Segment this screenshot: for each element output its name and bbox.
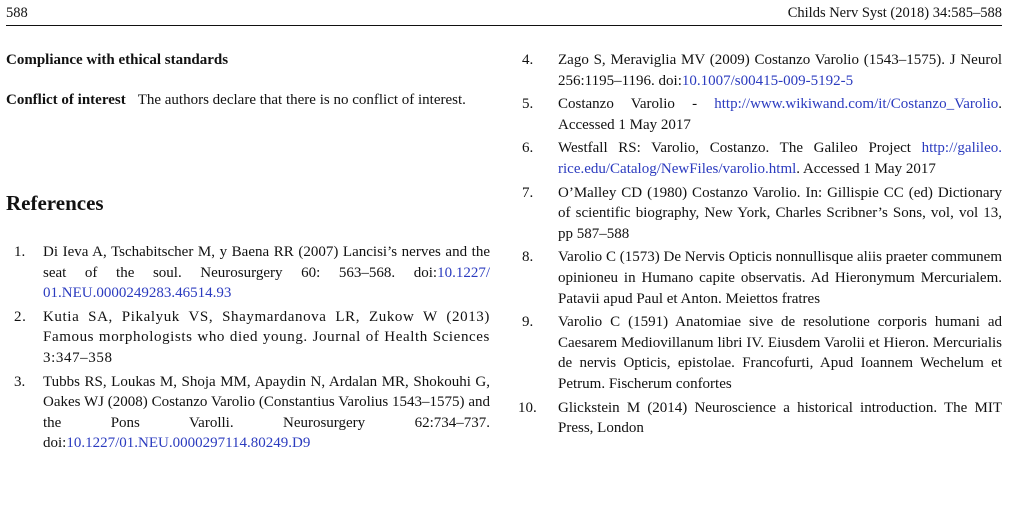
conflict-text: The authors declare that there is no conflict of interest. <box>137 92 466 108</box>
reference-list-right <box>518 50 1002 442</box>
references-heading: References <box>6 191 104 215</box>
conflict-label: Conflict of interest <box>6 92 126 108</box>
reference-number: 2. <box>14 308 27 325</box>
reference-item <box>6 307 490 369</box>
reference-text: Varolio C (1573) De Nervis Opticis nonnullisque aliis praeter communem opinioneu in Humano capite observatis. Ad Hieronymum Mercurialem. Patavii apud Paul et Anton. Meiettos fratres <box>558 249 1002 307</box>
reference-item <box>518 50 1002 91</box>
reference-text: Varolio C (1591) Anatomiae sive de resolutione corporis humani ad Caesarem Mediovillanum libri IV. Eiusdem Varolii et Hieron. Mercurialis de nervis Opticis, epistolae. Francofurti, Apud Ioannem Wechelum et Petrum. Fischerum confortes <box>558 314 1002 392</box>
reference-url-link[interactable]: http://www.wikiwand.com/it/Costanzo_Varolio <box>714 96 999 113</box>
reference-item <box>518 247 1002 309</box>
reference-text: Glickstein M (2014) Neuroscience a historical introduction. The MIT Press, London <box>558 399 1002 437</box>
reference-list-left <box>6 242 490 457</box>
journal-citation: Childs Nerv Syst (2018) 34:585–588 <box>787 5 1002 21</box>
reference-item <box>6 372 490 454</box>
reference-accessed: . Accessed 1 May 2017 <box>558 96 1002 133</box>
reference-number: 8. <box>522 249 534 266</box>
reference-text: Kutia SA, Pikalyuk VS, Shaymardanova LR, Zukow W (2013) Famous morphologists who died young. Journal of Health Sciences 3:347–358 <box>43 308 490 366</box>
left-column <box>6 50 490 452</box>
reference-number: 5. <box>522 96 534 113</box>
reference-text: Costanzo Varolio - <box>558 96 715 113</box>
reference-number: 4. <box>522 52 534 68</box>
reference-item <box>518 312 1002 394</box>
reference-item <box>518 94 1002 135</box>
reference-text: O’Malley CD (1980) Costanzo Varolio. In: Gillispie CC (ed) Dictionary of scientific biography, New York, Charles Scribner’s Sons, vol, vol 13, pp 587–588 <box>558 184 1002 242</box>
conflict-of-interest <box>6 90 490 110</box>
reference-doi-link[interactable]: 10.1007/s00415-009-5192-5 <box>681 72 854 89</box>
reference-text: Zago S, Meraviglia MV (2009) Costanzo Varolio (1543–1575). J Neurol 256:1195–1196. doi: <box>558 52 1002 89</box>
reference-text: Di Ieva A, Tschabitscher M, y Baena RR (2007) Lancisi’s nerves and the seat of the soul. Neurosurgery 60: 563–568. doi: <box>43 244 490 281</box>
header-rule <box>6 25 1002 26</box>
reference-url-link[interactable]: http://galileo. rice.edu/Catalog/NewFiles/varolio.html <box>558 140 1002 177</box>
reference-number: 7. <box>522 184 534 201</box>
reference-item <box>518 183 1002 245</box>
reference-text: Westfall RS: Varolio, Costanzo. The Galileo Project <box>558 140 922 157</box>
reference-number: 6. <box>522 140 534 157</box>
reference-doi-link[interactable]: 10.1227/ 01.NEU.0000249283.46514.93 <box>43 264 490 302</box>
compliance-heading: Compliance with ethical standards <box>6 52 229 68</box>
reference-doi-link[interactable]: 10.1227/01.NEU.0000297114.80249.D9 <box>66 435 311 452</box>
reference-number: 3. <box>14 373 26 390</box>
running-header <box>6 3 1002 25</box>
page-number: 588 <box>6 5 28 21</box>
reference-text: Tubbs RS, Loukas M, Shoja MM, Apaydin N, Ardalan MR, Shokouhi G, Oakes WJ (2008) Costanzo Varolio (Constantius Varolius 1543–1575) and the Pons Varolli. Neurosurgery 62:734–737. doi: <box>43 373 490 452</box>
reference-number: 1. <box>14 244 26 260</box>
reference-number: 9. <box>522 314 534 331</box>
reference-number: 10. <box>518 399 537 416</box>
reference-accessed: . Accessed 1 May 2017 <box>796 160 936 177</box>
reference-item <box>518 398 1002 439</box>
reference-item <box>6 242 490 304</box>
reference-item <box>518 138 1002 179</box>
